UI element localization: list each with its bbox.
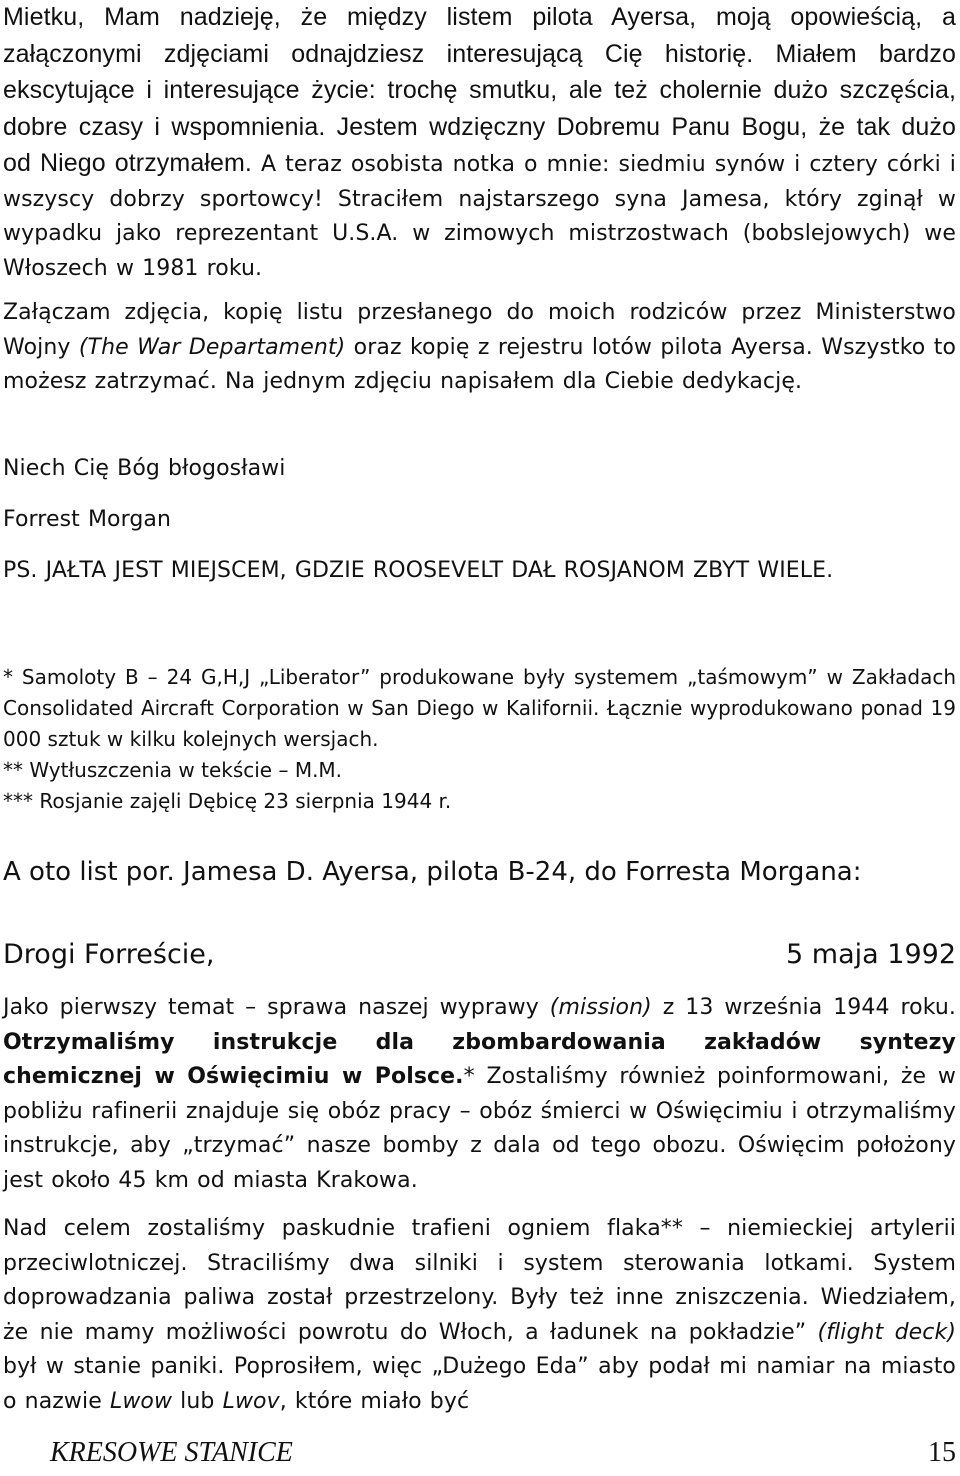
attachments-text-italic: (The War Departament) [78,334,346,360]
journal-title: KRESOWE STANICE [50,1437,293,1468]
footnote-3: *** Rosjanie zajęli Dębicę 23 sierpnia 1944 r. [3,789,452,813]
intro-paragraph [3,0,956,286]
mission-text-3: * Zostaliśmy również poinformowani, że w pobliżu rafinerii znajduje się obóz pracy – obóz śmierci w Oświęcimiu i otrzymaliśmy instrukcje, aby „trzymać” nasze bomby z dala od tego obozu. Oświęcim położony jest około 45 km od miasta Krakowa. [3,1064,956,1193]
greeting: Drogi Forreście, [3,939,215,970]
signature-line: Forrest Morgan [3,507,172,532]
target-text-4: , które miało być [279,1388,470,1414]
letter-date: 5 maja 1992 [786,939,956,970]
footnotes [3,662,956,817]
target-text-1: Nad celem zostaliśmy paskudnie trafieni ogniem flaka** – niemieckiej artylerii przeciwlotniczej. Straciliśmy dwa silniki i system sterowania lotkami. System doprowadzania paliwa został przestrzelony. Były też inne zniszczenia. Wiedziałem, że nie mamy możliwości powrotu do Włoch, a ładunek na pokładzie” [3,1216,956,1345]
mission-bold: Otrzymaliśmy instrukcje dla zbombardowania zakładów syntezy chemicznej w Oświęcimiu w Polsce. [3,1029,956,1089]
mission-paragraph [3,991,956,1198]
attachments-paragraph [3,296,956,400]
footnote-1: * Samoloty B – 24 G,H,J „Liberator” produkowane były systemem „taśmowym” w Zakładach Consolidated Aircraft Corporation w San Diego w Kalifornii. Łącznie wyprodukowano ponad 19 000 sztuk w kilku kolejnych wersjach. [3,665,956,751]
intro-text-part2: A teraz osobista notka o mnie: siedmiu synów i cztery córki i wszyscy dobrzy sportowcy! Straciłem najstarszego syna Jamesa, który zginął w wypadku jako reprezentant U.S.A. w zimowych mistrzostwach (bobslejowych) we Włoszech w 1981 roku. [3,152,956,281]
target-paragraph [3,1212,956,1419]
attachments-text-before: Załączam zdjęcia, kopię listu przesłanego do moich rodziców przez Ministerstwo Wojny [3,300,956,360]
target-italic-1: (flight deck) [817,1319,957,1345]
mission-text-2: z 13 września 1944 roku. [662,995,957,1020]
mission-text-1: Jako pierwszy temat – sprawa naszej wyprawy [3,995,539,1020]
intro-text-part1: Mietku, Mam nadzieję, że między listem pilota Ayersa, moją opowieścią, a załączonymi zdjęciami odnajdziesz interesującą Cię historię. Miałem bardzo ekscytujące i interesujące życie: trochę smutku, ale też cholernie dużo szczęścia, dobre czasy i wspomnienia. Jestem wdzięczny Dobremu Panu Bogu, że tak dużo od Niego otrzymałem. [3,3,956,177]
mission-italic-1: (mission) [549,995,652,1020]
target-text-2: był w stanie paniki. Poprosiłem, więc „Dużego Eda” aby podał mi namiar na miasto o nazwie [3,1354,956,1414]
greeting-row [3,937,956,973]
page-footer [50,1437,956,1469]
blessing-line: Niech Cię Bóg błogosławi [3,456,286,481]
footnote-2: ** Wytłuszczenia w tekście – M.M. [3,758,343,782]
postscript: PS. JAŁTA JEST MIEJSCEM, GDZIE ROOSEVELT DAŁ ROSJANOM ZBYT WIELE. [3,558,834,583]
attachments-text-after: oraz kopię z rejestru lotów pilota Ayersa. Wszystko to możesz zatrzymać. Na jednym zdjęciu napisałem dla Ciebie dedykację. [3,334,957,394]
page-number: 15 [928,1437,956,1468]
target-text-3: lub [180,1388,215,1414]
target-italic-3: Lwov [222,1388,280,1414]
target-italic-2: Lwow [109,1388,173,1414]
letter-heading: A oto list por. Jamesa D. Ayersa, pilota B-24, do Forresta Morgana: [3,857,862,887]
